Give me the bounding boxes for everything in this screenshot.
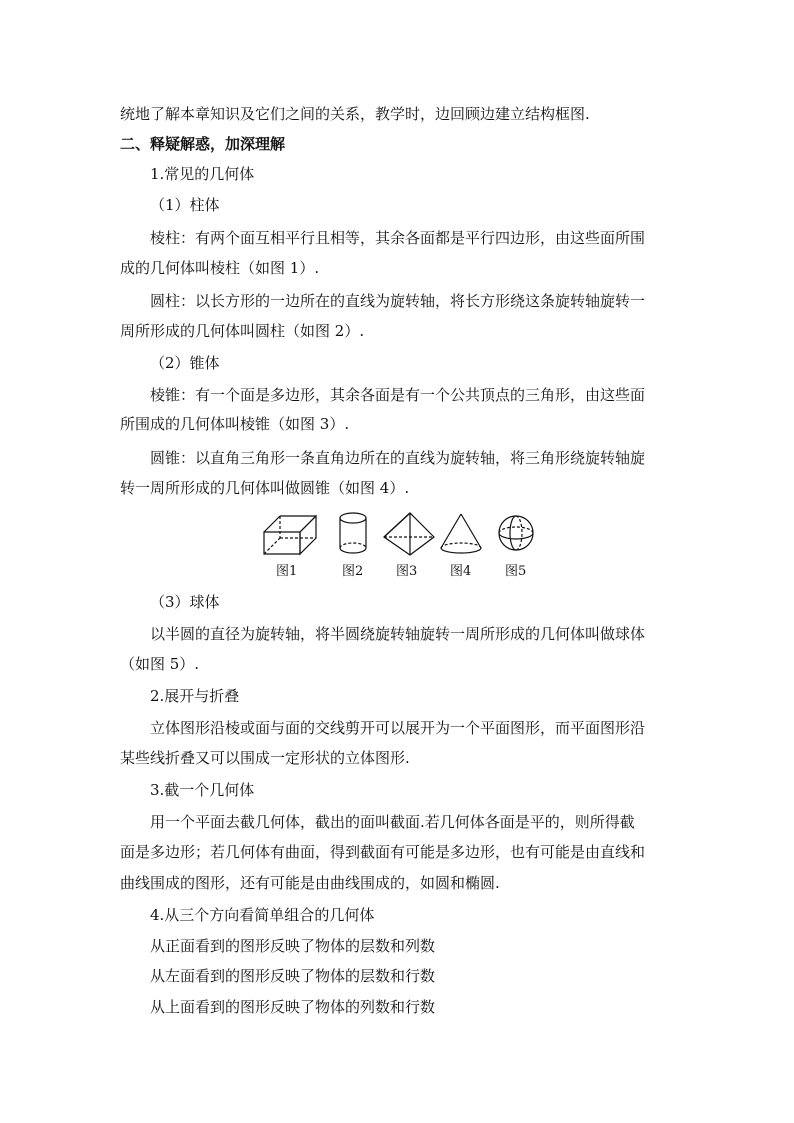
subsection-title-spheres: （3）球体 [150, 593, 220, 611]
pyramid-shape [384, 513, 434, 555]
pyramid-definition-line1: 棱锥：有一个面是多边形，其余各面是有一个公共顶点的三角形，由这些面 [150, 386, 646, 404]
figure-label-1: 图1 [276, 564, 298, 579]
cone-definition-line1: 圆锥：以直角三角形一条直角边所在的直线为旋转轴，将三角形绕旋转轴旋 [150, 449, 646, 467]
cylinder-definition-line2: 周所形成的几何体叫圆柱（如图 2）. [120, 322, 365, 340]
prism-definition-line2: 成的几何体叫棱柱（如图 1）. [120, 259, 320, 277]
cut-paragraph-line2: 面是多边形；若几何体有曲面，得到截面有可能是多边形，也有可能是由直线和 [120, 843, 646, 861]
cone-definition-line2: 转一周所形成的几何体叫做圆锥（如图 4）. [120, 479, 410, 497]
view-front-line: 从正面看到的图形反映了物体的层数和列数 [150, 937, 436, 955]
sphere-definition-line2: （如图 5）. [120, 655, 200, 673]
cone-shape [441, 514, 481, 553]
sphere-definition-line1: 以半圆的直径为旋转轴，将半圆绕旋转轴旋转一周所形成的几何体叫做球体 [150, 625, 646, 643]
section-heading-2: 二、释疑解惑，加深理解 [120, 135, 286, 153]
fold-paragraph-line1: 立体图形沿棱或面与面的交线剪开可以展开为一个平面图形，而平面图形沿 [150, 719, 646, 737]
cut-paragraph-line3: 曲线围成的图形，还有可能是由曲线围成的，如圆和椭圆. [120, 874, 500, 892]
solids-figure-row [262, 510, 542, 580]
subsection-title-unfold: 2.展开与折叠 [150, 687, 240, 705]
subsection-title-three-views: 4.从三个方向看简单组合的几何体 [150, 906, 375, 924]
cut-paragraph-line1: 用一个平面去截几何体，截出的面叫截面.若几何体各面是平的，则所得截 [150, 813, 635, 831]
figure-label-5: 图5 [505, 564, 527, 579]
pyramid-definition-line2: 所围成的几何体叫棱锥（如图 3）. [120, 415, 350, 433]
intro-paragraph: 统地了解本章知识及它们之间的关系，教学时，边回顾边建立结构框图. [120, 105, 590, 123]
subsection-title-prisms: （1）柱体 [150, 196, 220, 214]
sphere-shape [499, 516, 533, 550]
figure-label-2: 图2 [342, 564, 364, 579]
view-top-line: 从上面看到的图形反映了物体的列数和行数 [150, 998, 436, 1016]
subsection-title-cross-section: 3.截一个几何体 [150, 781, 255, 799]
prism-definition-line1: 棱柱：有两个面互相平行且相等，其余各面都是平行四边形，由这些面所围 [150, 229, 646, 247]
subsection-title-common-solids: 1.常见的几何体 [150, 165, 255, 183]
fold-paragraph-line2: 某些线折叠又可以围成一定形状的立体图形. [120, 749, 410, 767]
cylinder-definition-line1: 圆柱：以长方形的一边所在的直线为旋转轴，将长方形绕这条旋转轴旋转一 [150, 292, 646, 310]
figure-label-4: 图4 [450, 564, 472, 579]
subsection-title-cones: （2）锥体 [150, 354, 220, 372]
cylinder-shape [340, 513, 366, 553]
prism-shape [264, 516, 316, 554]
figure-label-3: 图3 [396, 564, 418, 579]
solids-illustration [262, 510, 542, 560]
view-left-line: 从左面看到的图形反映了物体的层数和行数 [150, 967, 436, 985]
